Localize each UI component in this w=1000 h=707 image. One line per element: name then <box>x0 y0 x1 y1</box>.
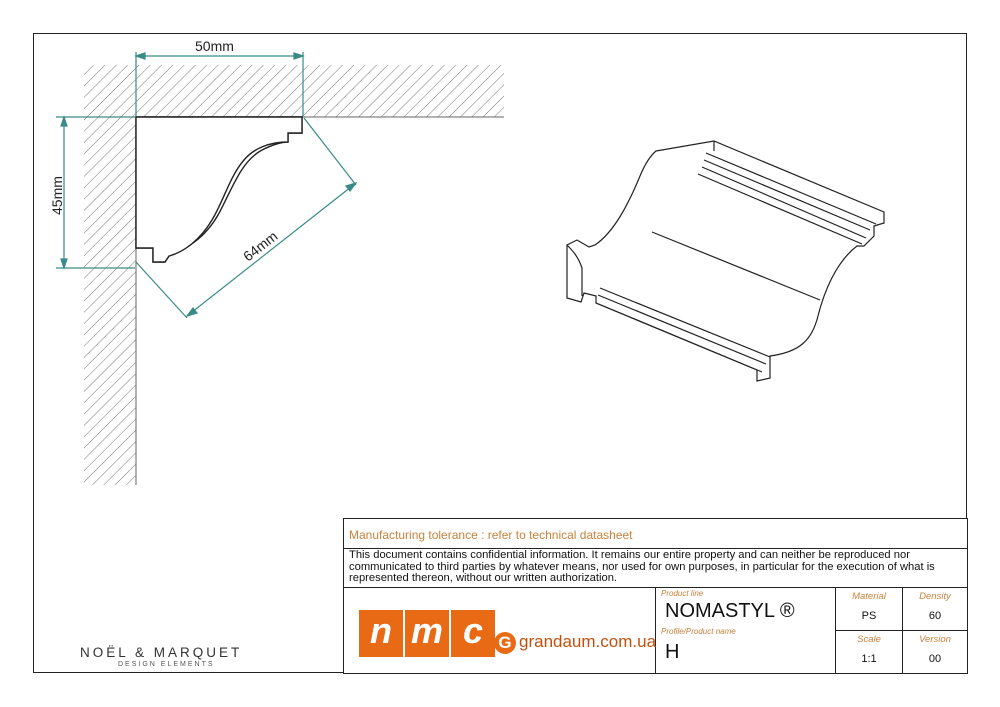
product-area <box>656 588 836 673</box>
height-dimension: 45mm <box>49 176 65 215</box>
tolerance-note: Manufacturing tolerance : refer to technical datasheet <box>343 518 968 549</box>
logo-letter-c: c <box>451 610 495 657</box>
logo-area <box>344 588 656 673</box>
density-cell <box>903 588 967 631</box>
brand-name: NOËL & MARQUET <box>80 645 243 660</box>
material-cell <box>836 588 903 631</box>
website-text: grandaum.com.ua <box>519 632 657 651</box>
product-line-label: Product line <box>661 589 704 598</box>
material-value: PS <box>861 610 877 622</box>
version-cell <box>903 631 967 674</box>
width-dimension: 50mm <box>195 38 234 54</box>
version-value: 00 <box>928 653 942 665</box>
title-block <box>343 587 968 674</box>
logo-letter-m: m <box>405 610 449 657</box>
logo-letter-n: n <box>359 610 403 657</box>
brand-tagline: DESIGN ELEMENTS <box>118 661 215 668</box>
scale-value: 1:1 <box>861 653 877 665</box>
profile-label: Profile/Product name <box>661 627 736 636</box>
diagonal-dimension: 64mm <box>239 227 281 265</box>
moulding-isometric <box>567 141 884 381</box>
density-label: Density <box>919 591 951 602</box>
material-label: Material <box>852 591 886 602</box>
scale-cell <box>836 631 903 674</box>
profile-value: H <box>665 641 680 663</box>
version-label: Version <box>919 634 951 645</box>
confidential-note: This document contains confidential information. It remains our entire property and can neither be reproduced nor communicated to third parties by whatever means, nor used for own purposes, in particular for the execution of what is represented thereon, without our written authorization. <box>343 548 968 588</box>
g-logo-icon: G <box>494 632 516 654</box>
scale-label: Scale <box>857 634 881 645</box>
density-value: 60 <box>928 610 942 622</box>
product-line-value: NOMASTYL ® <box>665 600 795 622</box>
